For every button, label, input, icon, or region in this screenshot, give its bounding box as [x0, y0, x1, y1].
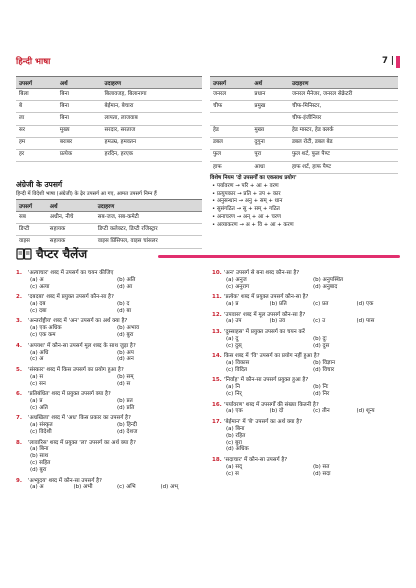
- table-row: [210, 101, 398, 113]
- question-number: 7.: [16, 415, 22, 422]
- answer-option[interactable]: (a) एक: [226, 408, 243, 415]
- answer-option[interactable]: (c) दबा: [30, 307, 47, 314]
- chapter-challenge-title: चैप्टर चैलेंज: [36, 247, 88, 261]
- question-number: 9.: [16, 477, 22, 484]
- question-number: 4.: [16, 342, 22, 349]
- answer-option[interactable]: (c) अत्या: [30, 283, 50, 290]
- column-header: उदाहरण: [102, 77, 202, 89]
- question-options: [212, 336, 400, 350]
- answer-option[interactable]: (b) सम्: [117, 373, 134, 380]
- question-options: [212, 384, 400, 398]
- answer-option[interactable]: (c) सहित: [30, 460, 51, 467]
- answer-option[interactable]: (d) विचार: [313, 366, 335, 373]
- question-text-row: [212, 270, 400, 277]
- column-header: उपसर्ग: [210, 77, 251, 89]
- column-header: अर्थ: [47, 200, 95, 212]
- question-item: [16, 440, 204, 474]
- answer-option[interactable]: (b) अभाव: [117, 325, 140, 332]
- answer-option[interactable]: (b) प्रति: [269, 301, 287, 308]
- special-rule-item: • प्रत्युपकार → प्रति + उप + कार: [212, 190, 281, 197]
- english-prefix-heading: अंग्रेजी के उपसर्ग: [16, 180, 63, 189]
- answer-option[interactable]: (a) प्र: [226, 301, 239, 308]
- table-cell: हम: [16, 137, 57, 149]
- answer-option[interactable]: (c) तीन: [313, 408, 330, 415]
- answer-option[interactable]: (b) साथ: [30, 453, 49, 460]
- question-options: [16, 374, 204, 388]
- table-header-row: [16, 77, 202, 89]
- answer-option[interactable]: (a) अधि: [30, 349, 49, 356]
- answer-option[interactable]: (b) अनुपस्थित: [313, 276, 344, 283]
- question-number: 17.: [212, 418, 222, 425]
- table-cell: बिना: [57, 113, 102, 125]
- table-row: [210, 162, 398, 174]
- answer-option[interactable]: (d) एक: [356, 301, 374, 308]
- answer-option[interactable]: (b) द: [117, 301, 130, 308]
- banner-underline: [158, 255, 400, 258]
- answer-option[interactable]: (a) अ: [30, 484, 44, 491]
- table-cell: प्रत्येक: [57, 149, 102, 161]
- question-text: 'अधखिला' शब्द में 'अध' किस प्रकार का उपसर्ग है?: [28, 415, 131, 422]
- question-item: [212, 419, 400, 453]
- question-number: 12.: [212, 311, 222, 318]
- table-cell: चीफ: [210, 101, 251, 113]
- answer-option[interactable]: (c) स: [226, 470, 239, 477]
- table-row: [210, 149, 398, 161]
- answer-option[interactable]: (d) स: [117, 380, 131, 387]
- question-number: 10.: [212, 270, 222, 276]
- table-cell: चीफ-इंजीनियर: [289, 113, 398, 125]
- questions-column-right: [212, 270, 400, 481]
- answer-option[interactable]: (a) अनुज: [226, 276, 247, 283]
- answer-option[interactable]: (b) अति: [117, 276, 136, 283]
- question-text-row: [16, 294, 204, 301]
- answer-option[interactable]: (d) सदा: [313, 470, 331, 477]
- subject-title: हिन्दी भाषा: [16, 57, 51, 67]
- answer-option[interactable]: (d) दुस: [313, 342, 330, 349]
- table-cell: सब: [16, 212, 47, 224]
- table-cell: सहायक: [47, 236, 95, 248]
- question-text-row: [16, 367, 204, 374]
- question-text-row: [212, 312, 400, 319]
- table-cell: जनरल मैनेजर, जनरल सेक्रेटरी: [289, 89, 398, 101]
- table-cell: लापता, लाजवाब: [102, 113, 202, 125]
- answer-option[interactable]: (a) एक अधिक: [30, 325, 62, 332]
- column-header: अर्थ: [251, 77, 289, 89]
- table-cell: मुख्य: [251, 125, 289, 137]
- table-cell: [251, 113, 289, 125]
- column-header: अर्थ: [57, 77, 102, 89]
- table-row: [16, 125, 202, 137]
- table-row: [16, 137, 202, 149]
- table-cell: हेड: [210, 125, 251, 137]
- question-options: [16, 398, 204, 412]
- question-options: [16, 277, 204, 291]
- question-item: [16, 391, 204, 412]
- table-cell: बराबर: [57, 137, 102, 149]
- question-text-row: [212, 457, 400, 464]
- question-text: 'प्रतिबंधित' शब्द में प्रयुक्त उपसर्ग क्या है?: [28, 391, 111, 398]
- table-row: [210, 137, 398, 149]
- question-text-row: [212, 294, 400, 301]
- question-item: [16, 318, 204, 339]
- table-row: [16, 113, 202, 125]
- book-icon: [16, 246, 32, 262]
- answer-option[interactable]: (c) अ: [30, 356, 44, 363]
- answer-option[interactable]: (b) दो: [269, 408, 284, 415]
- question-options: [16, 484, 204, 491]
- question-options: [16, 301, 204, 315]
- question-options: [212, 426, 400, 454]
- question-item: [16, 343, 204, 364]
- question-text: 'अपयश' में कौन-सा उपसर्ग मूल शब्द के साथ जुड़ा है?: [28, 342, 136, 349]
- answer-option[interactable]: (d) बुरा: [30, 467, 47, 474]
- question-text: 'संस्कार' शब्द में किस उपसर्ग का प्रयोग हुआ है?: [28, 366, 124, 373]
- answer-option[interactable]: (c) दुस्: [226, 342, 242, 349]
- question-item: [212, 353, 400, 374]
- answer-option[interactable]: (b) रहित: [226, 432, 246, 439]
- answer-option[interactable]: (a) दु: [226, 335, 239, 342]
- question-text: 'अन' उपसर्ग से बना शब्द कौन-सा है?: [224, 270, 300, 276]
- question-options: [16, 325, 204, 339]
- answer-option[interactable]: (b) उव: [269, 318, 286, 325]
- question-options: [212, 408, 400, 415]
- answer-option[interactable]: (d) पास: [356, 318, 375, 325]
- answer-option[interactable]: (d) बा: [117, 307, 132, 314]
- answer-option[interactable]: (c) विदेशी: [30, 429, 52, 436]
- question-text: 'उपवास' शब्द में मूल उपसर्ग कौन-सा है?: [224, 311, 306, 318]
- table-cell: बे: [16, 101, 57, 113]
- answer-option[interactable]: (d) देशज: [117, 429, 138, 436]
- answer-option[interactable]: (c) अभि: [117, 484, 136, 491]
- answer-option[interactable]: (d) निर: [313, 391, 330, 398]
- chapter-challenge-banner: [16, 244, 400, 266]
- table-cell: सहायक: [47, 224, 95, 236]
- question-text: 'दबदबा' शब्द में प्रयुक्त उपसर्ग कौन-सा है?: [28, 294, 114, 301]
- answer-option[interactable]: (c) अनुराग: [226, 283, 250, 290]
- question-item: [16, 270, 204, 291]
- table-cell: प्रधान: [251, 89, 289, 101]
- question-item: [212, 270, 400, 291]
- answer-option[interactable]: (b) अप: [117, 349, 134, 356]
- special-rule-box: [210, 175, 400, 230]
- english-prefix-table: [16, 199, 202, 249]
- table-header-row: [210, 77, 398, 89]
- table-cell: मुख्य: [57, 125, 102, 137]
- question-options: [212, 277, 400, 291]
- table-cell: सब-जज, सब-कमेटी: [95, 212, 202, 224]
- prefix-table-right: [210, 76, 398, 174]
- question-text: 'दुस्साहस' में प्रयुक्त उपसर्ग का चयन करें: [224, 328, 305, 335]
- answer-option[interactable]: (c) उ: [313, 318, 326, 325]
- table-cell: बेईमान, बेचारा: [102, 101, 202, 113]
- questions-column-left: [16, 270, 204, 495]
- answer-option[interactable]: (d) अन: [117, 356, 134, 363]
- question-text-row: [212, 419, 400, 426]
- question-item: [212, 457, 400, 478]
- question-number: 8.: [16, 439, 22, 446]
- question-text-row: [212, 353, 400, 360]
- table-row: [16, 212, 202, 224]
- page-header: [16, 56, 400, 70]
- table-cell: बिना: [57, 101, 102, 113]
- question-text: 'लावारिस' शब्द में प्रयुक्त 'ला' उपसर्ग का अर्थ क्या है?: [28, 439, 136, 446]
- question-text: 'अभ्युदय' शब्द में कौन-सा उपसर्ग है?: [28, 477, 102, 484]
- special-rule-item: • अव्याकरण → अ + वि + आ + करण: [212, 221, 294, 228]
- question-number: 3.: [16, 318, 22, 325]
- table-cell: डिप्टी: [16, 224, 47, 236]
- table-header-row: [16, 200, 202, 212]
- table-cell: प्रमुख: [251, 101, 289, 113]
- table-cell: पूरा: [251, 149, 289, 161]
- question-text-row: [16, 391, 204, 398]
- table-cell: फुल: [210, 149, 251, 161]
- question-number: 15.: [212, 377, 222, 384]
- question-number: 13.: [212, 328, 222, 335]
- answer-option[interactable]: (a) बिना: [226, 425, 245, 432]
- answer-option[interactable]: (d) बुरा: [117, 332, 134, 339]
- table-cell: हमउम्र, हमवतन: [102, 137, 202, 149]
- answer-option[interactable]: (b) विज्ञान: [313, 360, 336, 366]
- answer-option[interactable]: (d) अनुबाद: [313, 283, 338, 290]
- question-item: [16, 367, 204, 388]
- question-text-row: [16, 343, 204, 350]
- question-options: [212, 318, 400, 325]
- answer-option[interactable]: (c) निर्: [226, 391, 242, 398]
- question-number: 14.: [212, 353, 222, 360]
- page-number: 7 |: [382, 56, 394, 66]
- table-cell: डबल रोटी, डबल बेड: [289, 137, 398, 149]
- question-options: [212, 360, 400, 374]
- question-options: [212, 464, 400, 478]
- question-text-row: [16, 270, 204, 277]
- answer-option[interactable]: (b) दुः: [313, 335, 327, 342]
- table-cell: [210, 113, 251, 125]
- answer-option[interactable]: (a) दब: [30, 301, 46, 308]
- table-row: [16, 89, 202, 101]
- answer-option[interactable]: (c) सन: [30, 380, 46, 387]
- question-item: [212, 312, 400, 326]
- answer-option[interactable]: (d) अधिक: [226, 446, 249, 453]
- table-cell: हाफ: [210, 162, 251, 174]
- question-number: 18.: [212, 456, 222, 463]
- question-text: 'पर्यावरण' शब्द में उपसर्गों की संख्या कितनी है?: [224, 401, 319, 408]
- table-row: [210, 125, 398, 137]
- question-number: 6.: [16, 391, 22, 398]
- table-cell: दुगुना: [251, 137, 289, 149]
- question-number: 2.: [16, 294, 22, 301]
- special-rule-item: • अनुसन्धान → अनु + सम् + धान: [212, 198, 283, 205]
- question-text: 'अन्तर्राष्ट्रीय' शब्द में 'अन' उपसर्ग का अर्थ क्या है?: [28, 318, 128, 325]
- table-row: [16, 101, 202, 113]
- question-item: [16, 294, 204, 315]
- column-header: उपसर्ग: [16, 200, 47, 212]
- table-row: [210, 89, 398, 101]
- question-text-row: [212, 377, 400, 384]
- question-options: [212, 301, 400, 308]
- question-options: [16, 446, 204, 474]
- table-cell: वाइस: [16, 236, 47, 248]
- question-text-row: [212, 329, 400, 336]
- answer-option[interactable]: (b) निः: [313, 384, 329, 391]
- table-cell: जनरल: [210, 89, 251, 101]
- answer-option[interactable]: (d) अभ्: [160, 484, 179, 491]
- column-header: उपसर्ग: [16, 77, 57, 89]
- table-row: [16, 224, 202, 236]
- special-rule-item: • सुसंगठित → सु + सम् + गठित: [212, 206, 280, 213]
- column-header: उदाहरण: [95, 200, 202, 212]
- question-item: [16, 415, 204, 436]
- question-item: [212, 402, 400, 416]
- question-number: 5.: [16, 366, 22, 373]
- question-item: [16, 478, 204, 492]
- answer-option[interactable]: (a) प्र: [30, 397, 43, 404]
- answer-option[interactable]: (b) सत: [313, 463, 330, 470]
- answer-option[interactable]: (c) प्रत: [313, 301, 329, 308]
- table-cell: बिना: [57, 89, 102, 101]
- answer-option[interactable]: (c) एक कम: [30, 332, 56, 339]
- answer-option[interactable]: (d) प्रति: [117, 404, 135, 411]
- answer-option[interactable]: (a) नि: [226, 384, 240, 391]
- table-cell: आधा: [251, 162, 289, 174]
- english-prefix-intro: हिन्दी में विदेशी भाषा (अंग्रेजी) के ढ़ेर उपसर्ग आ गए, आमत उपसर्ग निम्न हैं: [16, 191, 157, 197]
- question-text: किस शब्द में 'वि' उपसर्ग का प्रयोग नहीं हुआ है?: [224, 353, 320, 360]
- table-cell: बिलावजह, बिलानागा: [102, 89, 202, 101]
- table-cell: बिला: [16, 89, 57, 101]
- answer-option[interactable]: (a) संस्कृत: [30, 422, 53, 429]
- answer-option[interactable]: (c) विदित: [226, 366, 248, 373]
- question-item: [212, 329, 400, 350]
- table-cell: अधीन, नीचे: [47, 212, 95, 224]
- question-text: 'प्रत्येक' शब्द में प्रयुक्त उपसर्ग कौन-सा है?: [224, 294, 309, 301]
- question-number: 1.: [16, 270, 22, 276]
- question-number: 16.: [212, 401, 222, 408]
- table-cell: हाफ शर्ट, हाफ पैण्ट: [289, 162, 398, 174]
- question-text-row: [212, 402, 400, 409]
- answer-option[interactable]: (a) सद्: [226, 463, 243, 470]
- question-text: 'अत्याचार' शब्द में उपसर्ग का चयन कीजिए: [28, 270, 114, 276]
- table-cell: डिप्टी कलेक्टर, डिप्टी रजिस्ट्रार: [95, 224, 202, 236]
- prefix-table-left: [16, 76, 202, 162]
- table-cell: चीफ-मिनिस्टर,: [289, 101, 398, 113]
- table-cell: ला: [16, 113, 57, 125]
- table-cell: हरदिन, हरएक: [102, 149, 202, 161]
- special-rule-item: • अनाचरण → अन् + आ + चरण: [212, 214, 281, 221]
- special-rule-item: • पर्यावरण → परि + आ + वरण: [212, 182, 279, 189]
- question-text: 'बेईमान' में 'बे' उपसर्ग का अर्थ क्या है?: [224, 418, 303, 425]
- answer-option[interactable]: (c) अति: [30, 404, 48, 411]
- question-text: 'सदाचार' में कौन-सा उपसर्ग है?: [224, 456, 288, 463]
- answer-option[interactable]: (b) अभी: [73, 484, 93, 491]
- answer-option[interactable]: (a) स: [30, 373, 44, 380]
- answer-option[interactable]: (b) हिन्दी: [117, 422, 137, 429]
- question-text: 'निर्वाह' में कौन-सा उपसर्ग प्रयुक्त हुआ है?: [224, 377, 309, 384]
- answer-option[interactable]: (a) अ: [30, 276, 44, 283]
- question-number: 11.: [212, 294, 222, 301]
- answer-option[interactable]: (d) आ: [117, 283, 133, 290]
- table-cell: हेड मास्टर, हेड क्लर्क: [289, 125, 398, 137]
- table-cell: हर: [16, 149, 57, 161]
- question-options: [16, 350, 204, 364]
- answer-option[interactable]: (b) प्रत: [117, 397, 133, 404]
- table-cell: फुल शर्ट, फुल पैण्ट: [289, 149, 398, 161]
- table-row: [210, 113, 398, 125]
- question-item: [212, 294, 400, 308]
- page-accent-bar: [396, 56, 400, 68]
- table-cell: वाइस प्रिंसिपल, वाइस चांसलर: [95, 236, 202, 248]
- column-header: उदाहरण: [289, 77, 398, 89]
- special-rule-title: विशेष नियम 'दो उपसर्गों का एकसाथ प्रयोग': [210, 175, 297, 181]
- answer-option[interactable]: (d) शून्य: [356, 408, 375, 415]
- answer-option[interactable]: (a) बिना: [30, 446, 49, 453]
- question-options: [16, 422, 204, 436]
- table-cell: सरदार, सरताज: [102, 125, 202, 137]
- answer-option[interactable]: (a) विकास: [226, 360, 250, 366]
- answer-option[interactable]: (c) बुरा: [226, 439, 242, 446]
- question-item: [212, 377, 400, 398]
- question-text-row: [16, 478, 204, 485]
- table-cell: डबल: [210, 137, 251, 149]
- answer-option[interactable]: (a) उप: [226, 318, 242, 325]
- table-row: [16, 149, 202, 161]
- table-cell: सर: [16, 125, 57, 137]
